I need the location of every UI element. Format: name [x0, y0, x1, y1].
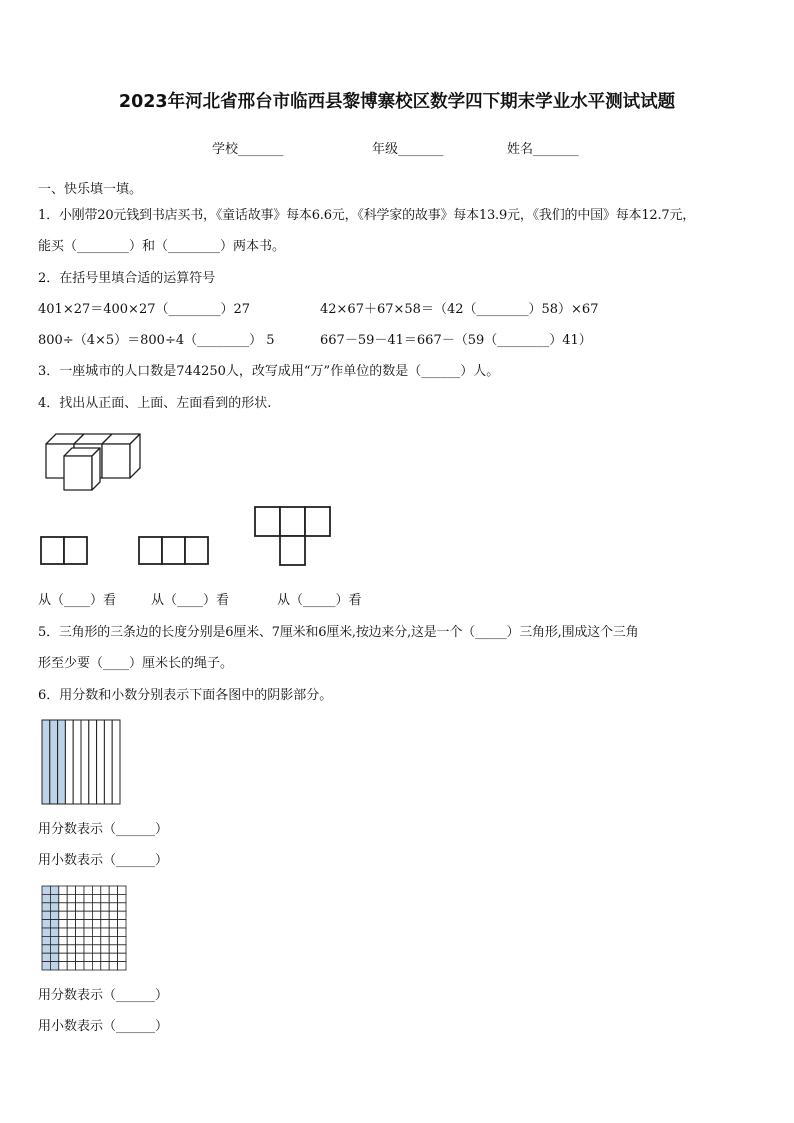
question-1-line-2[interactable]: 能买（________）和（________）两本书。 [38, 239, 286, 254]
grid-cell [76, 894, 84, 902]
grid-cell [92, 894, 100, 902]
grid-cell [59, 953, 67, 961]
grade-field[interactable]: 年级_______ [372, 142, 444, 157]
grid-cell [59, 928, 67, 936]
grid-cell [84, 903, 92, 911]
grid-cell [101, 928, 109, 936]
grid-cell [118, 945, 126, 953]
question-6-stem: 6．用分数和小数分别表示下面各图中的阴影部分。 [38, 688, 333, 703]
strip-cell [81, 720, 89, 804]
grid-cell [50, 928, 58, 936]
fraction-answer-1[interactable]: 用分数表示（______） [38, 822, 169, 837]
grid-cell [50, 936, 58, 944]
question-1-line-1: 1．小刚带20元钱到书店买书，《童话故事》每本6.6元，《科学家的故事》每本13.9元，《我们的中国》每本12.7元， [38, 208, 696, 223]
grid-cell [118, 894, 126, 902]
grid-cell [84, 894, 92, 902]
grid-cell [67, 903, 75, 911]
grid-cell [67, 911, 75, 919]
grid-cell [42, 945, 50, 953]
grid-cell [84, 920, 92, 928]
grid-cell [84, 928, 92, 936]
strip-cell [89, 720, 97, 804]
grid-cell [42, 928, 50, 936]
grid-cell [84, 962, 92, 970]
grid-cell [101, 894, 109, 902]
grid-cell [101, 962, 109, 970]
question-5-line-1[interactable]: 5．三角形的三条边的长度分别是6厘米、7厘米和6厘米,按边来分,这是一个（_____）三角形,围成这个三角 [38, 625, 639, 640]
grid-cell [118, 936, 126, 944]
cube-stack-figure [44, 432, 144, 492]
grid-cell [67, 886, 75, 894]
school-field[interactable]: 学校_______ [212, 142, 284, 157]
strip-cell [112, 720, 120, 804]
grid-cell [67, 928, 75, 936]
strip-cell [97, 720, 105, 804]
grid-cell [92, 962, 100, 970]
view-shape-two-squares [40, 536, 90, 566]
page-title: 2023年河北省邢台市临西县黎博寨校区数学四下期末学业水平测试试题 [118, 92, 676, 112]
grid-cell [109, 928, 117, 936]
grid-cell [118, 911, 126, 919]
grid-cell [109, 903, 117, 911]
decimal-answer-1[interactable]: 用小数表示（______） [38, 853, 169, 868]
grid-cell [42, 920, 50, 928]
view-label-1[interactable]: 从（____）看 [38, 593, 117, 608]
grid-cell [101, 920, 109, 928]
grid-cell [76, 962, 84, 970]
grid-cell [42, 936, 50, 944]
grid-cell [76, 953, 84, 961]
grid-cell [101, 936, 109, 944]
view-label-2[interactable]: 从（____）看 [151, 593, 230, 608]
grid-cell [109, 962, 117, 970]
question-5-line-2[interactable]: 形至少要（____）厘米长的绳子。 [38, 656, 234, 671]
view-label-3[interactable]: 从（_____）看 [277, 593, 362, 608]
grid-cell [118, 953, 126, 961]
grid-cell [42, 886, 50, 894]
grid-cell [92, 953, 100, 961]
fraction-answer-2[interactable]: 用分数表示（______） [38, 988, 169, 1003]
grid-cell [50, 903, 58, 911]
grid-cell [67, 945, 75, 953]
section-heading: 一、快乐填一填。 [38, 182, 143, 197]
grid-cell [92, 911, 100, 919]
grid-cell [109, 911, 117, 919]
grid-cell [42, 911, 50, 919]
grid-cell [109, 886, 117, 894]
grid-cell [59, 936, 67, 944]
grid-cell [50, 962, 58, 970]
strip-cell [42, 720, 50, 804]
grid-cell [118, 928, 126, 936]
grid-cell [92, 945, 100, 953]
grid-cell [42, 962, 50, 970]
grid-cell [92, 928, 100, 936]
grid-cell [59, 911, 67, 919]
grid-cell [92, 936, 100, 944]
grid-cell [92, 903, 100, 911]
grid-cell [84, 886, 92, 894]
grid-cell [59, 903, 67, 911]
strip-cell [58, 720, 66, 804]
grid-cell [50, 920, 58, 928]
question-2-a[interactable]: 401×27＝400×27（________）27 [38, 302, 251, 317]
grid-cell [101, 945, 109, 953]
grid-cell [76, 920, 84, 928]
grid-cell [118, 903, 126, 911]
grid-cell [84, 911, 92, 919]
grid-cell [50, 945, 58, 953]
grid-cell [118, 886, 126, 894]
hundredths-grid-figure [41, 885, 127, 971]
grid-cell [59, 894, 67, 902]
strip-cell [73, 720, 81, 804]
grid-cell [109, 945, 117, 953]
grid-cell [42, 903, 50, 911]
question-4-stem: 4．找出从正面、上面、左面看到的形状. [38, 396, 272, 411]
tenths-strip-figure [41, 719, 121, 805]
grid-cell [67, 953, 75, 961]
grid-cell [109, 953, 117, 961]
grid-cell [59, 945, 67, 953]
strip-cell [50, 720, 58, 804]
grid-cell [76, 945, 84, 953]
name-field[interactable]: 姓名_______ [507, 142, 579, 157]
decimal-answer-2[interactable]: 用小数表示（______） [38, 1019, 169, 1034]
question-2-c[interactable]: 800÷（4×5）＝800÷4（________） 5 [38, 333, 275, 348]
grid-cell [101, 886, 109, 894]
grid-cell [50, 911, 58, 919]
strip-cell [65, 720, 73, 804]
question-3[interactable]: 3．一座城市的人口数是744250人，改写成用“万”作单位的数是（______）人。 [38, 364, 500, 379]
grid-cell [67, 962, 75, 970]
grid-cell [84, 953, 92, 961]
grid-cell [59, 886, 67, 894]
question-2-d[interactable]: 667－59－41＝667－（59（________）41） [320, 333, 592, 348]
grid-cell [76, 886, 84, 894]
grid-cell [76, 911, 84, 919]
grid-cell [50, 886, 58, 894]
grid-cell [84, 936, 92, 944]
question-2-stem: 2．在括号里填合适的运算符号 [38, 271, 216, 286]
grid-cell [109, 936, 117, 944]
grid-cell [67, 920, 75, 928]
grid-cell [42, 953, 50, 961]
grid-cell [92, 886, 100, 894]
grid-cell [59, 962, 67, 970]
grid-cell [67, 936, 75, 944]
question-2-b[interactable]: 42×67＋67×58＝（42（________）58）×67 [320, 302, 599, 317]
grid-cell [101, 903, 109, 911]
view-shape-t-shape [254, 506, 332, 566]
grid-cell [118, 920, 126, 928]
grid-cell [59, 920, 67, 928]
grid-cell [92, 920, 100, 928]
strip-cell [104, 720, 112, 804]
grid-cell [67, 894, 75, 902]
grid-cell [50, 953, 58, 961]
grid-cell [76, 903, 84, 911]
grid-cell [109, 894, 117, 902]
grid-cell [101, 911, 109, 919]
view-shape-three-squares [138, 536, 212, 566]
grid-cell [101, 953, 109, 961]
grid-cell [76, 936, 84, 944]
grid-cell [109, 920, 117, 928]
grid-cell [42, 894, 50, 902]
grid-cell [118, 962, 126, 970]
grid-cell [76, 928, 84, 936]
grid-cell [84, 945, 92, 953]
grid-cell [50, 894, 58, 902]
